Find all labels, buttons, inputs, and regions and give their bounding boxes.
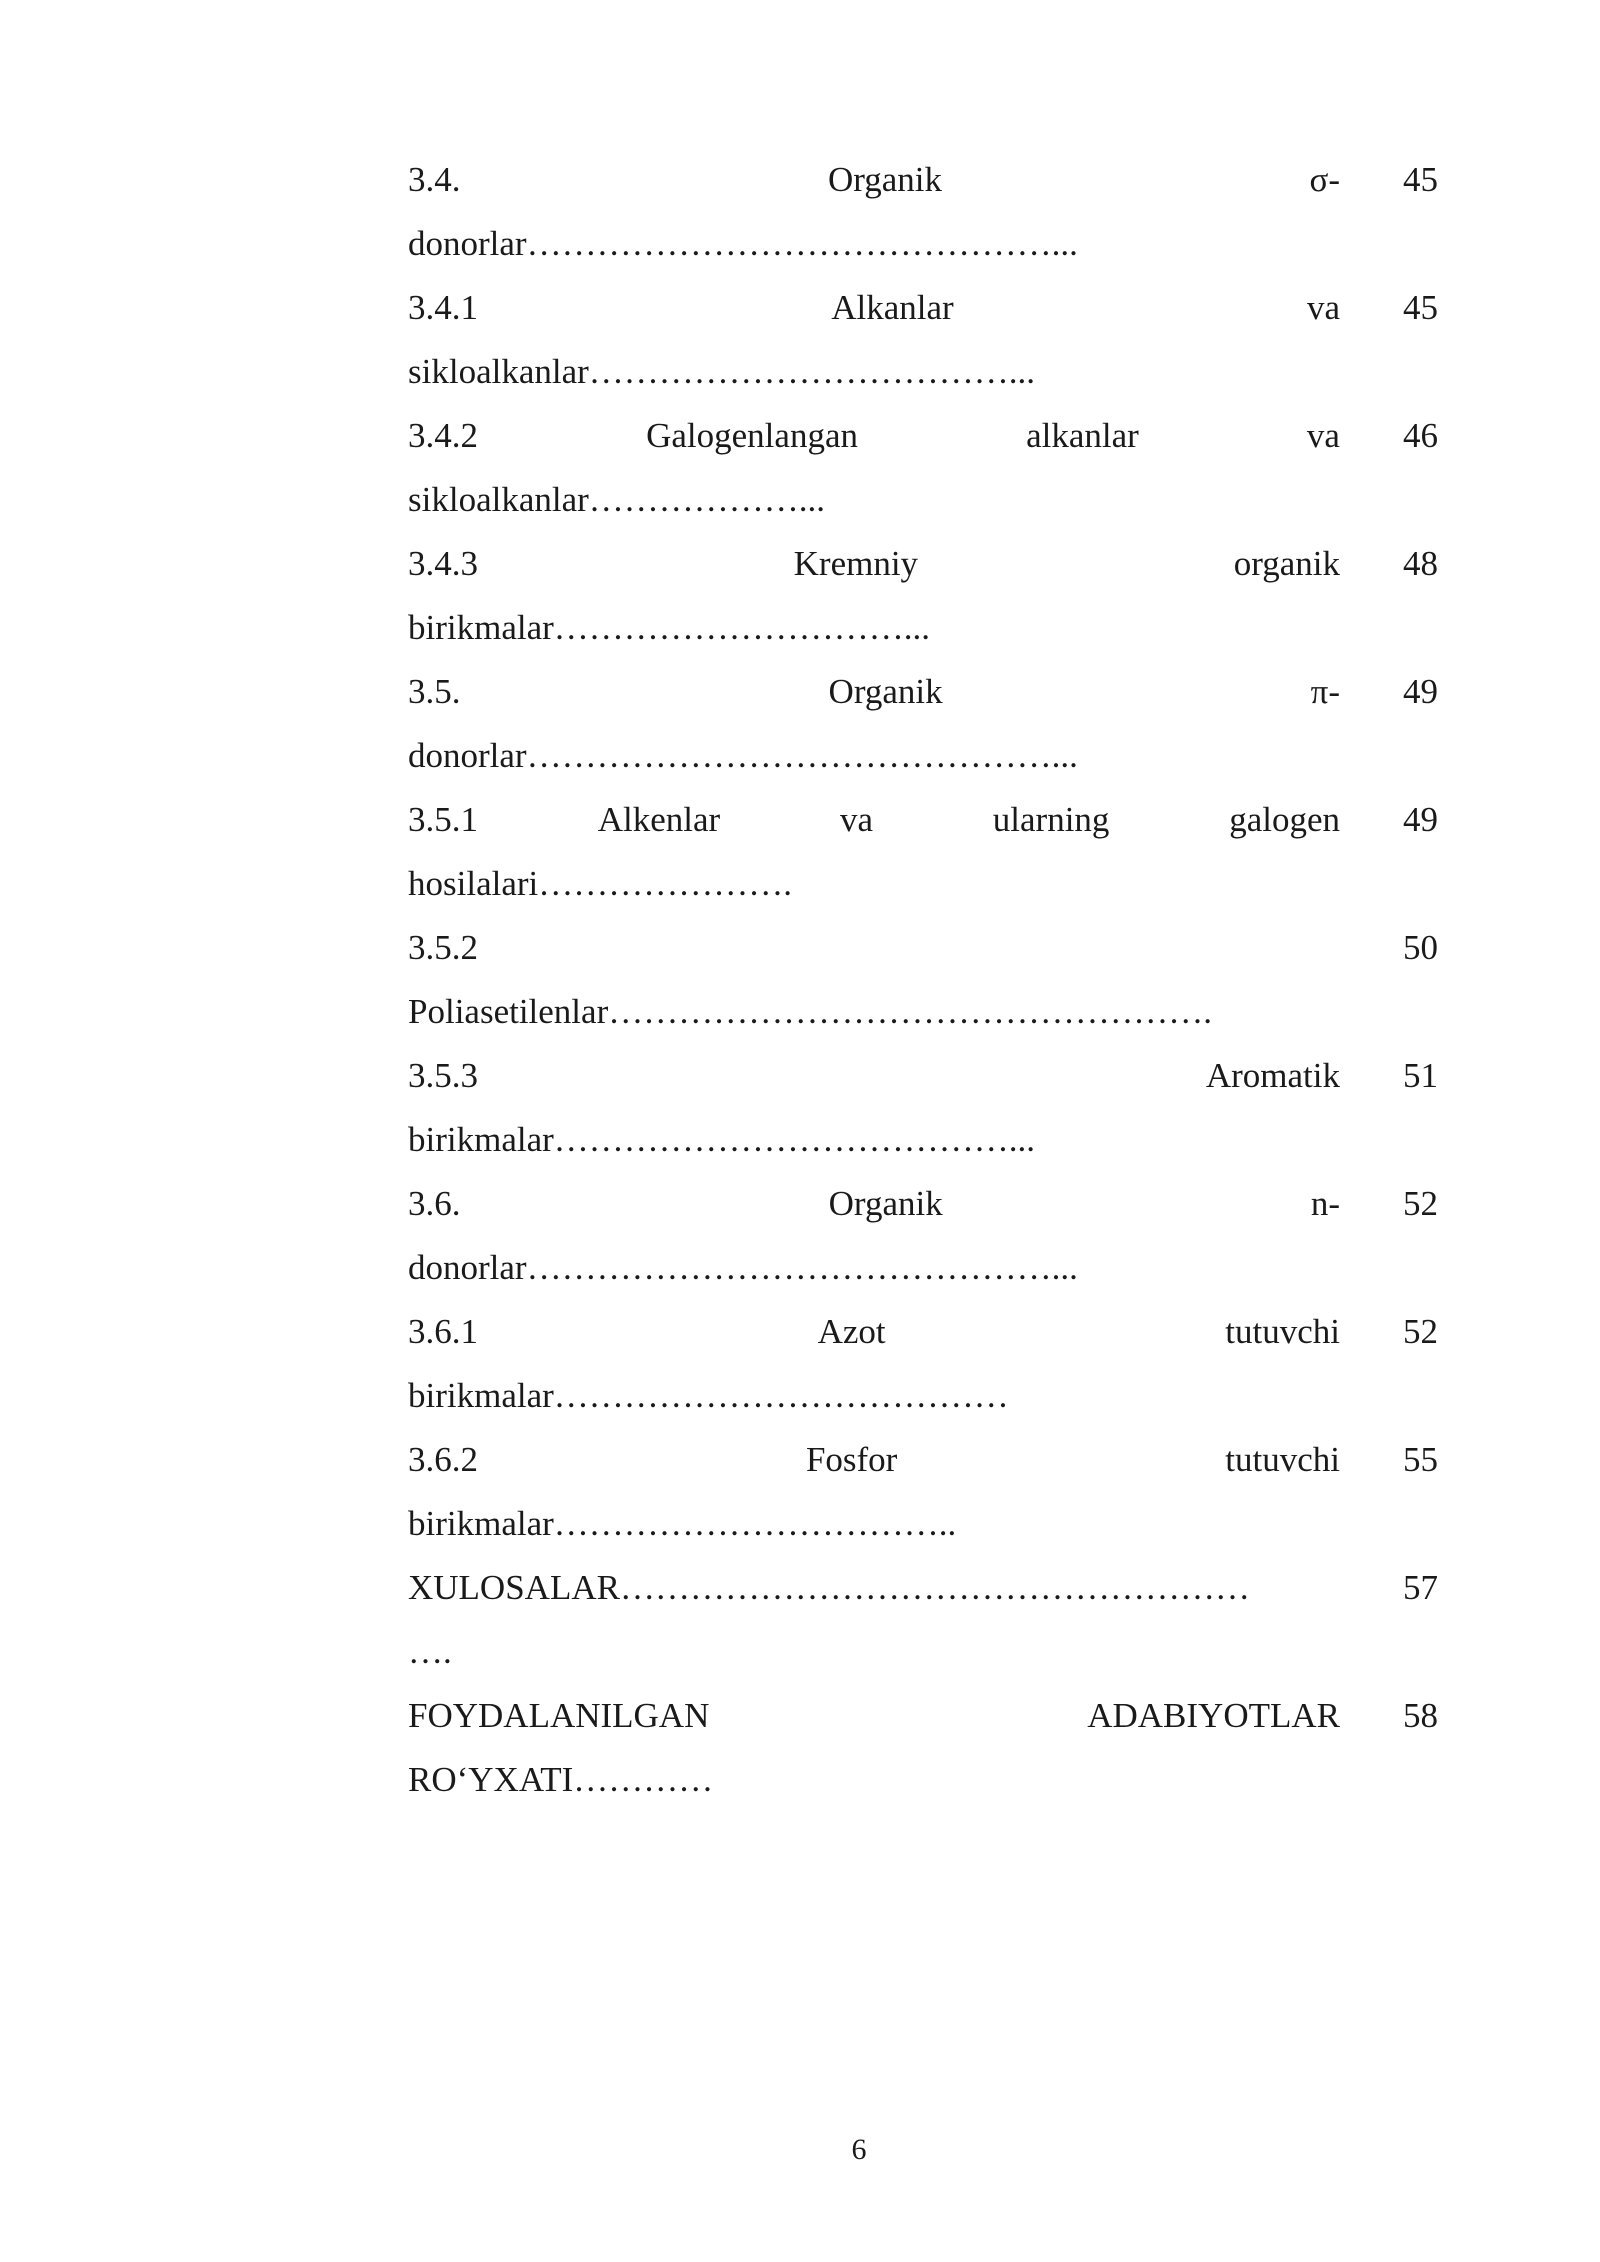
toc-entry-text <box>408 788 1340 916</box>
toc-entry-continuation-line: donorlar………………………………………... <box>408 1248 1078 1287</box>
toc-entry-word: 3.5.2 <box>408 928 478 967</box>
toc-entry-word: Organik <box>828 1184 943 1223</box>
toc-entry-text <box>408 1300 1340 1428</box>
toc-entry-page-number: 52 <box>1403 1184 1438 1223</box>
toc-entry-continuation-line: Poliasetilenlar……………………………………………. <box>408 992 1212 1031</box>
toc-entry-page-number: 45 <box>1403 288 1438 327</box>
toc-entry-page-number: 46 <box>1403 416 1438 455</box>
toc-entry-word: Organik <box>827 160 943 199</box>
toc-entry-word: σ- <box>1309 160 1340 199</box>
toc-entry-continuation-line: birikmalar…………………………... <box>408 608 931 647</box>
toc-entry-word: tutuvchi <box>1225 1312 1340 1351</box>
toc-entry <box>408 1300 1438 1428</box>
toc-entry-word: organik <box>1233 544 1340 583</box>
toc-entry-page-number: 48 <box>1403 544 1438 583</box>
toc-entry-word: ADABIYOTLAR <box>1087 1696 1340 1735</box>
toc-entry-page-number: 49 <box>1403 672 1438 711</box>
toc-entry-word: va <box>839 800 874 839</box>
toc-entry-title-line <box>408 1044 1340 1108</box>
toc-entry-word: va <box>1306 416 1340 455</box>
toc-entry-word: Galogenlangan <box>646 416 858 455</box>
toc-entry-title-line <box>408 788 1340 852</box>
toc-entry-word: Kremniy <box>793 544 919 583</box>
toc-entry-page-number: 45 <box>1403 160 1438 199</box>
toc-entry-word: tutuvchi <box>1225 1440 1340 1479</box>
toc-entry-title-line <box>408 660 1340 724</box>
toc-entry-text <box>408 1172 1340 1300</box>
toc-entry-page-number: 58 <box>1403 1696 1438 1735</box>
toc-entry-text <box>408 276 1340 404</box>
toc-entry-word: XULOSALAR……………………………………………… <box>408 1568 1250 1607</box>
toc-entry-word: Organik <box>828 672 943 711</box>
toc-entry-title-line <box>408 276 1340 340</box>
toc-entry-page-number: 51 <box>1403 1056 1438 1095</box>
toc-entry <box>408 532 1438 660</box>
toc-entry-page-number: 55 <box>1403 1440 1438 1479</box>
toc-entry-word: 3.6.1 <box>408 1312 478 1351</box>
toc-entry-title-line <box>408 404 1340 468</box>
toc-entry <box>408 1428 1438 1556</box>
toc-entry <box>408 1556 1438 1684</box>
toc-entry-continuation-line: hosilalari…………………. <box>408 864 792 903</box>
toc-entry <box>408 148 1438 276</box>
toc-entry-text <box>408 1044 1340 1172</box>
toc-entry-word: 3.5. <box>408 672 461 711</box>
toc-entry-text <box>408 404 1340 532</box>
toc-entry-title-line <box>408 532 1340 596</box>
toc-entry-word: 3.4.2 <box>408 416 478 455</box>
toc-entry <box>408 1172 1438 1300</box>
toc-entry-page-number: 50 <box>1403 928 1438 967</box>
toc-entry-word: FOYDALANILGAN <box>408 1696 710 1735</box>
toc-entry-title-line <box>408 1556 1340 1620</box>
toc-entry-title-line <box>408 1428 1340 1492</box>
toc-entry-word: Alkanlar <box>831 288 954 327</box>
toc-entry <box>408 788 1438 916</box>
toc-entry-text <box>408 660 1340 788</box>
toc-entry-word: 3.5.3 <box>408 1056 478 1095</box>
toc-entry-title-line <box>408 916 1340 980</box>
toc-entry <box>408 1684 1438 1812</box>
toc-entry-title-line <box>408 148 1340 212</box>
toc-entry-word: Alkenlar <box>597 800 721 839</box>
toc-entry <box>408 404 1438 532</box>
toc-entry-continuation-line: sikloalkanlar………………………………... <box>408 352 1036 391</box>
toc-entry-title-line <box>408 1172 1340 1236</box>
toc-entry-text <box>408 1428 1340 1556</box>
toc-entry-word: n- <box>1310 1184 1340 1223</box>
toc-entry-continuation-line: birikmalar………………………………… <box>408 1376 1009 1415</box>
toc-entry-word: 3.6.2 <box>408 1440 478 1479</box>
toc-entry-continuation-line: birikmalar…………………………….. <box>408 1504 957 1543</box>
toc-entry-continuation-line: …. <box>408 1632 452 1671</box>
toc-entry-word: 3.4.3 <box>408 544 478 583</box>
toc-entry <box>408 916 1438 1044</box>
toc-entry-word: galogen <box>1229 800 1340 839</box>
toc-entry <box>408 660 1438 788</box>
toc-entry-page-number: 52 <box>1403 1312 1438 1351</box>
toc-entry-title-line <box>408 1300 1340 1364</box>
toc-entry-text <box>408 1556 1340 1684</box>
toc-entry-text <box>408 916 1340 1044</box>
toc-entry <box>408 276 1438 404</box>
toc-entry-text <box>408 532 1340 660</box>
toc-entry-title-line <box>408 1684 1340 1748</box>
page-number: 6 <box>851 2133 867 2166</box>
toc-entry-word: 3.5.1 <box>408 800 478 839</box>
toc-entry-page-number: 57 <box>1403 1568 1438 1607</box>
toc-entry-continuation-line: donorlar………………………………………... <box>408 224 1078 263</box>
toc-entry-word: Fosfor <box>805 1440 898 1479</box>
toc-entry-word: 3.4. <box>408 160 461 199</box>
toc-entry-word: 3.6. <box>408 1184 461 1223</box>
toc-entry-word: Aromatik <box>1205 1056 1340 1095</box>
toc-entry-continuation-line: birikmalar…………………………………... <box>408 1120 1036 1159</box>
toc-entry-text <box>408 1684 1340 1812</box>
toc-entry-word: π- <box>1310 672 1340 711</box>
toc-entry-word: va <box>1306 288 1340 327</box>
toc-entry-text <box>408 148 1340 276</box>
toc-entry <box>408 1044 1438 1172</box>
toc-entry-word: 3.4.1 <box>408 288 478 327</box>
toc-entry-continuation-line: donorlar………………………………………... <box>408 736 1078 775</box>
toc-entry-word: Azot <box>817 1312 886 1351</box>
toc-entry-word: ularning <box>992 800 1110 839</box>
table-of-contents <box>408 148 1438 1812</box>
toc-entry-continuation-line: sikloalkanlar………………... <box>408 480 826 519</box>
toc-entry-page-number: 49 <box>1403 800 1438 839</box>
toc-entry-continuation-line: RO‘YXATI………… <box>408 1760 714 1799</box>
toc-entry-word: alkanlar <box>1026 416 1139 455</box>
